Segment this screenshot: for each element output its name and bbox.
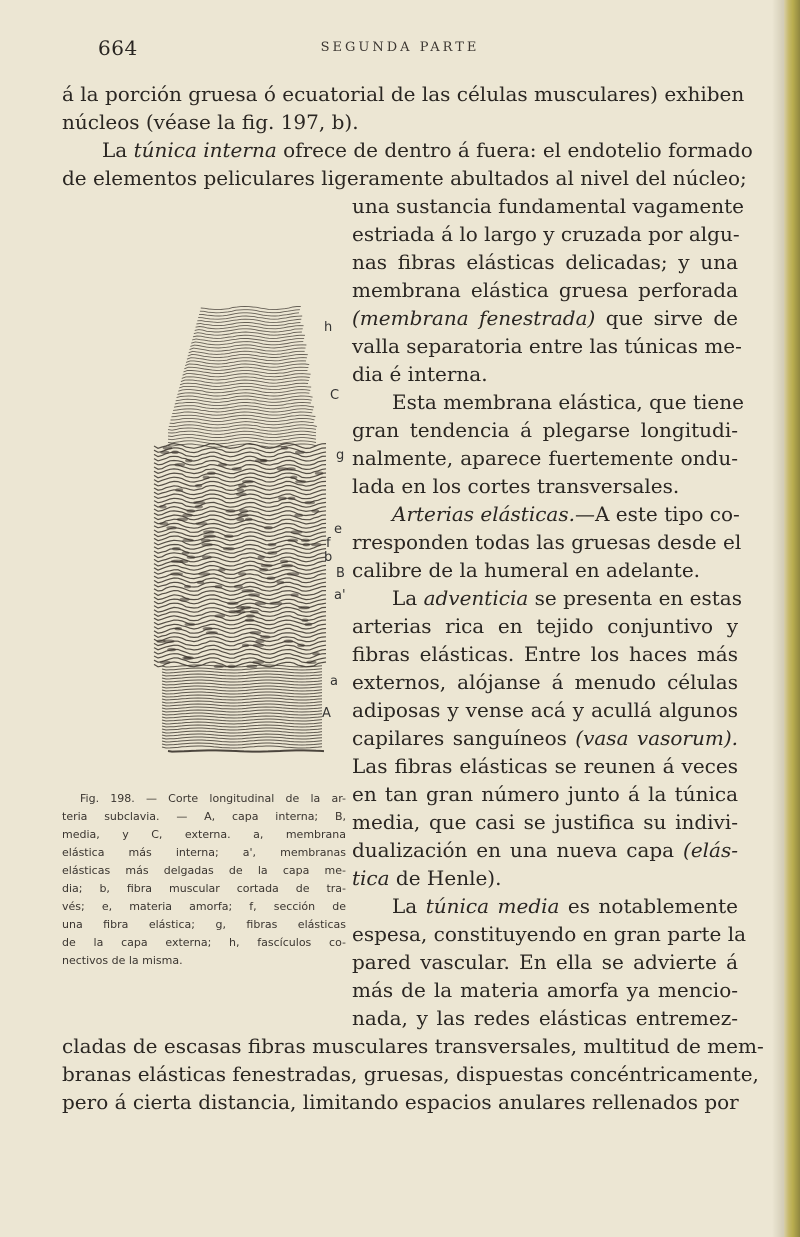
fiber-stroke — [198, 316, 302, 319]
nucleus-mark — [185, 657, 194, 659]
text-line: tica de Henle). — [352, 866, 502, 890]
text-line: pared vascular. En ella se advierte á — [352, 950, 738, 974]
text-line: Esta membrana elástica, que tiene — [392, 390, 744, 414]
nucleus-mark — [260, 569, 268, 571]
nucleus-mark — [299, 606, 310, 608]
text-line: calibre de la humeral en adelante. — [352, 558, 701, 582]
nucleus-mark — [194, 501, 205, 503]
fiber-stroke — [154, 456, 326, 461]
fiber-stroke — [162, 674, 322, 676]
fiber-stroke — [154, 536, 326, 541]
fiber-stroke — [168, 441, 316, 444]
text-line: arterias rica en tejido conjuntivo y — [352, 614, 738, 638]
fiber-stroke — [179, 386, 311, 389]
section-title: SEGUNDA PARTE — [320, 40, 480, 55]
figure-label-e: e — [334, 522, 342, 537]
term-membrana-fenestrada: (membrana fenestrada) — [352, 306, 596, 330]
fiber-stroke — [174, 406, 314, 409]
fiber-stroke — [162, 680, 322, 682]
text-line: fibras elásticas. Entre los haces más — [352, 642, 738, 666]
term-adventicia: adventicia — [423, 586, 529, 610]
text-line: lada en los cortes transversales. — [352, 474, 680, 498]
fiber-stroke — [201, 306, 301, 309]
fiber-stroke — [170, 422, 314, 425]
text-line: membrana elástica gruesa perforada — [352, 278, 738, 302]
fiber-stroke — [162, 746, 322, 748]
fiber-stroke — [192, 338, 304, 341]
nucleus-mark — [237, 518, 244, 520]
fiber-stroke — [162, 689, 322, 691]
fiber-stroke — [190, 348, 306, 351]
fiber-stroke — [154, 549, 326, 554]
fiber-stroke — [162, 737, 322, 739]
page-number: 664 — [98, 36, 138, 60]
text-line: nas fibras elásticas delicadas; y una — [352, 250, 738, 274]
figure-label-A: A — [322, 706, 331, 721]
text-line: Arterias elásticas.—A este tipo co- — [392, 502, 740, 526]
nucleus-mark — [160, 506, 166, 508]
text-line: pero á cierta distancia, limitando espacios anulares rellenados por — [62, 1090, 739, 1114]
fiber-stroke — [185, 364, 309, 367]
nucleus-mark — [232, 468, 241, 470]
caption-line: de la capa externa; h, fascículos co- — [62, 936, 346, 949]
text-line: de elementos peliculares ligeramente abultados al nivel del núcleo; — [62, 166, 747, 190]
text-line: rresponden todas las gruesas desde el — [352, 530, 742, 554]
text-line: (membrana fenestrada) que sirve de — [352, 306, 738, 330]
nucleus-mark — [261, 636, 270, 638]
nucleus-mark — [157, 640, 165, 642]
fiber-stroke — [154, 561, 326, 566]
nucleus-mark — [267, 577, 275, 579]
fiber-stroke — [162, 704, 322, 706]
nucleus-mark — [195, 485, 201, 487]
fiber-stroke — [197, 319, 301, 322]
nucleus-mark — [183, 539, 193, 541]
nucleus-mark — [268, 543, 276, 545]
text-line: La túnica media es notablemente — [392, 894, 738, 918]
book-spine-edge — [784, 0, 800, 1237]
fiber-stroke — [168, 750, 324, 751]
fiber-stroke — [178, 390, 310, 393]
nucleus-mark — [225, 535, 233, 537]
text-line: La adventicia se presenta en estas — [392, 586, 742, 610]
nucleus-mark — [226, 510, 235, 512]
fiber-stroke — [162, 728, 322, 730]
text-line: media, que casi se justifica su indivi- — [352, 810, 738, 834]
nucleus-mark — [296, 480, 306, 482]
nucleus-mark — [303, 543, 309, 545]
figure-label-C: C — [330, 388, 340, 403]
fiber-stroke — [169, 425, 317, 428]
nucleus-mark — [270, 602, 282, 604]
figure-198-engraving — [148, 296, 370, 766]
fiber-stroke — [196, 323, 300, 326]
figure-label-h: h — [324, 320, 333, 335]
fiber-stroke — [190, 345, 306, 348]
fiber-stroke — [162, 725, 322, 727]
fiber-stroke — [154, 553, 326, 558]
nucleus-mark — [160, 522, 168, 524]
nucleus-mark — [180, 598, 189, 600]
fiber-stroke — [162, 683, 322, 685]
fiber-stroke — [154, 599, 326, 604]
fiber-stroke — [162, 707, 322, 709]
text-line: nada, y las redes elásticas entremez- — [352, 1006, 738, 1030]
fiber-stroke — [162, 710, 322, 712]
text-line: cladas de escasas fibras musculares transversales, multitud de mem- — [62, 1034, 764, 1058]
fiber-stroke — [173, 409, 313, 412]
fiber-stroke — [162, 734, 322, 736]
text-line: La túnica interna ofrece de dentro á fuera: el endotelio formado — [102, 138, 753, 162]
text-line: adiposas y vense acá y acullá algunos — [352, 698, 738, 722]
fiber-stroke — [168, 428, 316, 431]
fiber-stroke — [162, 731, 322, 733]
term-elastica: (elás- — [683, 838, 738, 862]
fiber-stroke — [154, 473, 326, 478]
caption-line: vés; e, materia amorfa; f, sección de — [62, 900, 346, 913]
fiber-stroke — [154, 649, 326, 654]
nucleus-mark — [295, 514, 303, 516]
nucleus-mark — [187, 510, 195, 512]
text-line: espesa, constituyendo en gran parte la — [352, 922, 747, 946]
caption-line: una fibra elástica; g, fibras elásticas — [62, 918, 346, 931]
nucleus-mark — [261, 564, 272, 566]
text-line: á la porción gruesa ó ecuatorial de las células musculares) exhiben — [62, 82, 745, 106]
caption-line: elástica más interna; a', membranas — [62, 846, 346, 859]
fiber-stroke — [184, 367, 308, 370]
fiber-stroke — [154, 637, 326, 642]
fiber-stroke — [154, 658, 326, 663]
fiber-stroke — [162, 740, 322, 742]
term-tunica-media: túnica media — [425, 894, 560, 918]
nucleus-mark — [268, 552, 277, 554]
text-line: una sustancia fundamental vagamente — [352, 194, 744, 218]
nucleus-mark — [307, 661, 316, 663]
nucleus-mark — [237, 606, 245, 608]
figure-label-b: b — [324, 550, 333, 565]
fiber-stroke — [168, 434, 316, 437]
fiber-stroke — [162, 743, 322, 745]
fiber-stroke — [183, 370, 307, 373]
fiber-stroke — [194, 332, 302, 335]
fiber-stroke — [168, 431, 316, 434]
figure-label-a: a — [330, 674, 338, 689]
text-line: externos, alójanse á menudo células — [352, 670, 738, 694]
text-line: valla separatoria entre las túnicas me- — [352, 334, 742, 358]
nucleus-mark — [223, 548, 234, 550]
text-line: Las fibras elásticas se reunen á veces — [352, 754, 738, 778]
fiber-stroke — [154, 633, 326, 638]
term-arterias-elasticas: Arterias elásticas. — [392, 502, 575, 526]
text-line: estriada á lo largo y cruzada por algu- — [352, 222, 740, 246]
fiber-stroke — [181, 380, 309, 383]
nucleus-mark — [305, 623, 312, 625]
fiber-stroke — [154, 523, 326, 528]
fiber-stroke — [186, 361, 306, 364]
fiber-stroke — [199, 313, 299, 316]
text-line: dia é interna. — [352, 362, 488, 386]
text-line: más de la materia amorfa ya mencio- — [352, 978, 738, 1002]
nucleus-mark — [301, 539, 309, 541]
fiber-stroke — [154, 502, 326, 507]
caption-line: elásticas más delgadas de la capa me- — [62, 864, 346, 877]
caption-line: teria subclavia. — A, capa interna; B, — [62, 810, 346, 823]
text-line: gran tendencia á plegarse longitudi- — [352, 418, 738, 442]
fiber-stroke — [154, 620, 326, 625]
fiber-stroke — [182, 377, 310, 380]
fiber-stroke — [189, 351, 305, 354]
fiber-stroke — [154, 565, 326, 570]
fiber-stroke — [162, 695, 322, 697]
fiber-stroke — [177, 396, 313, 399]
caption-line: dia; b, fibra muscular cortada de tra- — [62, 882, 346, 895]
text-line: branas elásticas fenestradas, gruesas, dispuestas concéntricamente, — [62, 1062, 759, 1086]
fiber-stroke — [177, 393, 309, 396]
text-line: nalmente, aparece fuertemente ondu- — [352, 446, 738, 470]
fiber-stroke — [171, 415, 315, 418]
text-line: capilares sanguíneos (vasa vasorum). — [352, 726, 738, 750]
caption-line: media, y C, externa. a, membrana — [62, 828, 346, 841]
fiber-stroke — [183, 374, 311, 377]
nucleus-mark — [228, 602, 239, 604]
term-vasa-vasorum: (vasa vasorum). — [575, 726, 738, 750]
term-tunica-interna: túnica interna — [133, 138, 277, 162]
fiber-stroke — [154, 591, 326, 596]
fiber-stroke — [154, 616, 326, 621]
fiber-stroke — [162, 713, 322, 715]
nucleus-mark — [185, 585, 191, 587]
fiber-stroke — [154, 628, 326, 633]
nucleus-mark — [264, 527, 272, 529]
text-line: dualización en una nueva capa (elás- — [352, 838, 738, 862]
fiber-stroke — [162, 716, 322, 718]
fiber-stroke — [162, 701, 322, 703]
fiber-stroke — [162, 698, 322, 700]
fiber-stroke — [154, 540, 326, 545]
fiber-stroke — [162, 668, 322, 670]
nucleus-mark — [305, 501, 315, 503]
nucleus-mark — [237, 489, 243, 491]
nucleus-mark — [234, 585, 242, 587]
nucleus-mark — [298, 644, 305, 646]
fiber-stroke — [162, 692, 322, 694]
caption-line: Fig. 198. — Corte longitudinal de la ar- — [80, 792, 346, 805]
caption-line: nectivos de la misma. — [62, 954, 183, 967]
fiber-stroke — [168, 438, 316, 441]
fiber-stroke — [162, 719, 322, 721]
fiber-stroke — [154, 498, 326, 503]
figure-label-g: g — [336, 448, 345, 463]
fiber-stroke — [171, 418, 315, 421]
nucleus-mark — [195, 506, 202, 508]
fiber-stroke — [188, 354, 308, 357]
nucleus-mark — [186, 459, 193, 461]
fiber-stroke — [200, 310, 300, 313]
fiber-stroke — [180, 383, 308, 386]
nucleus-mark — [183, 514, 193, 516]
fiber-stroke — [154, 578, 326, 583]
fiber-stroke — [154, 654, 326, 659]
figure-caption — [62, 790, 346, 970]
text-line: en tan gran número junto á la túnica — [352, 782, 738, 806]
figure-label-f: f — [326, 536, 331, 551]
figure-label-a-prime: a' — [334, 588, 346, 603]
fiber-stroke — [162, 671, 322, 673]
fiber-stroke — [172, 412, 312, 415]
fiber-stroke — [191, 342, 303, 345]
fiber-stroke — [162, 677, 322, 679]
text-line: núcleos (véase la fig. 197, b). — [62, 110, 359, 134]
fiber-stroke — [187, 358, 307, 361]
nucleus-mark — [185, 623, 195, 625]
fiber-stroke — [162, 722, 322, 724]
fiber-stroke — [175, 402, 311, 405]
running-header — [0, 36, 800, 64]
nucleus-mark — [302, 619, 308, 621]
fiber-stroke — [195, 329, 303, 332]
nucleus-mark — [258, 556, 264, 558]
page-gutter-shadow — [772, 0, 784, 1237]
nucleus-mark — [187, 556, 194, 558]
figure-label-B: B — [336, 566, 345, 581]
nucleus-mark — [295, 451, 304, 453]
nucleus-mark — [197, 581, 204, 583]
fiber-stroke — [162, 686, 322, 688]
fiber-stroke — [193, 335, 305, 338]
fiber-stroke — [196, 326, 304, 329]
fiber-stroke — [176, 399, 312, 402]
